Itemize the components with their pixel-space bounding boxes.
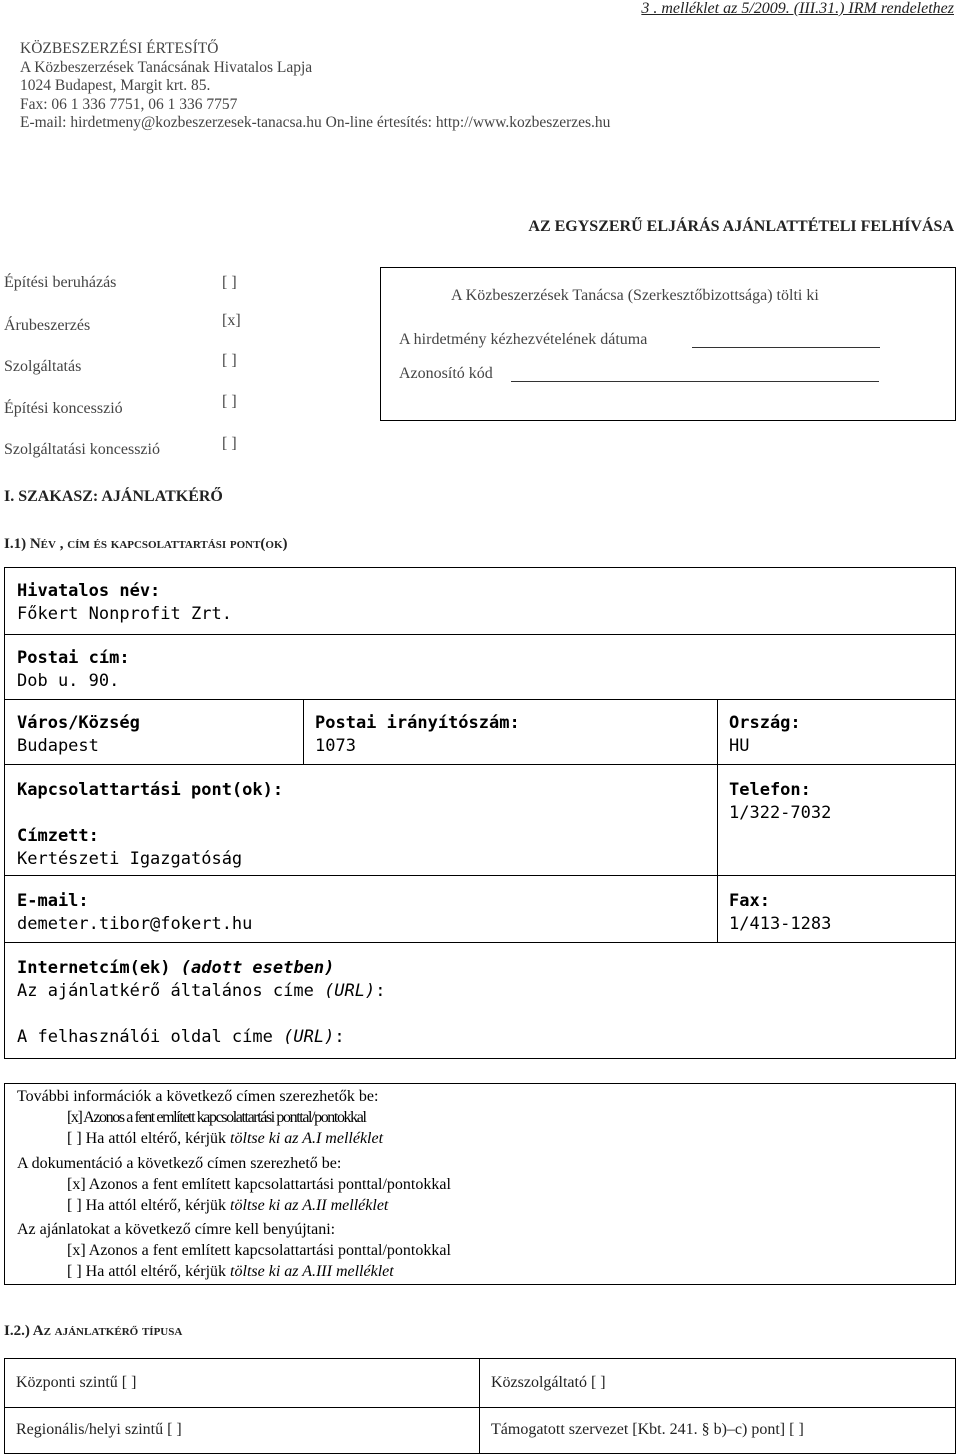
- authority-type-cell: [4, 1358, 480, 1408]
- country-label: Ország:: [729, 713, 801, 733]
- attention-label: Címzett:: [17, 826, 99, 846]
- email-cell: [4, 875, 718, 943]
- contract-type-label: Építési koncesszió: [4, 400, 123, 417]
- editorial-box: [380, 267, 956, 421]
- identifier-label: Azonosító kód: [399, 365, 493, 382]
- option-text: [ ] Ha attól eltérő, kérjük: [67, 1130, 227, 1147]
- documentation-question: A dokumentáció a következő címen szerezhető be:: [17, 1155, 342, 1172]
- contact-label: Kapcsolattartási pont(ok):: [17, 780, 284, 800]
- option-annex: töltse ki az A.II melléklet: [230, 1197, 389, 1214]
- submission-other-option[interactable]: [67, 1263, 394, 1281]
- authority-type-cell: [479, 1407, 956, 1454]
- contract-type-checkbox[interactable]: [ ]: [222, 352, 237, 369]
- contract-type-label: Árubeszerzés: [4, 317, 91, 334]
- fax-label: Fax:: [729, 891, 770, 911]
- further-info-same-option[interactable]: [x] Azonos a fent említett kapcsolattartási ponttal/pontokkal: [67, 1109, 366, 1126]
- postal-address-value: Dob u. 90.: [17, 671, 120, 691]
- publisher-email: E-mail: hirdetmeny@kozbeszerzesek-tanacsa.hu On-line értesítés: http://www.kozbeszerzes.hu: [20, 114, 611, 131]
- documentation-other-option[interactable]: [67, 1197, 388, 1215]
- general-url-colon: :: [375, 981, 386, 1001]
- contract-type-label: Építési beruházás: [4, 274, 117, 291]
- central-level-option[interactable]: Központi szintű [ ]: [16, 1374, 137, 1391]
- documentation-same-option[interactable]: [x] Azonos a fent említett kapcsolattartási ponttal/pontokkal: [67, 1176, 451, 1193]
- received-date-line[interactable]: [692, 347, 880, 348]
- authority-type-cell: [479, 1358, 956, 1408]
- publisher-name: KÖZBESZERZÉSI ÉRTESÍTŐ: [20, 40, 219, 57]
- profile-url-tag: (URL): [283, 1027, 335, 1047]
- postal-address-label: Postai cím:: [17, 648, 130, 668]
- authority-type-cell: [4, 1407, 480, 1454]
- internet-label-text: Internetcím(ek): [17, 958, 171, 978]
- section-1-title: I. SZAKASZ: AJÁNLATKÉRŐ: [4, 488, 223, 505]
- contract-type-label: Szolgáltatás: [4, 358, 82, 375]
- contact-cell: [4, 764, 718, 876]
- annex-reference-text: 3 . melléklet az 5/2009. (III.31.) IRM rendelethez: [641, 0, 954, 17]
- publisher-fax: Fax: 06 1 336 7751, 06 1 336 7757: [20, 95, 238, 113]
- contract-type-checkbox[interactable]: [ ]: [222, 435, 237, 452]
- internet-cell: [4, 942, 956, 1059]
- received-date-label: A hirdetmény kézhezvételének dátuma: [399, 331, 648, 348]
- option-text: [ ] Ha attól eltérő, kérjük: [67, 1263, 227, 1280]
- phone-label: Telefon:: [729, 780, 811, 800]
- contract-type-checkbox[interactable]: [ ]: [222, 274, 237, 291]
- email-label: E-mail:: [17, 891, 89, 911]
- identifier-line[interactable]: [511, 381, 879, 382]
- supported-org-option[interactable]: Támogatott szervezet [Kbt. 241. § b)–c) pont] [ ]: [491, 1421, 804, 1438]
- country-cell: [717, 699, 956, 765]
- public-service-option[interactable]: Közszolgáltató [ ]: [491, 1374, 606, 1391]
- contract-type-label: Szolgáltatási koncesszió: [4, 441, 160, 458]
- editorial-heading: A Közbeszerzések Tanácsa (Szerkesztőbizottsága) tölti ki: [451, 287, 819, 304]
- contract-type-checkbox[interactable]: [ ]: [222, 393, 237, 410]
- publisher-subtitle: A Közbeszerzések Tanácsának Hivatalos Lapja: [20, 58, 313, 76]
- document-title: AZ EGYSZERŰ ELJÁRÁS AJÁNLATTÉTELI FELHÍVÁSA: [528, 218, 954, 235]
- contract-type-checkbox[interactable]: [x]: [222, 312, 241, 329]
- phone-value: 1/322-7032: [729, 803, 832, 823]
- attention-value: Kertészeti Igazgatóság: [17, 849, 243, 869]
- further-info-other-option[interactable]: [67, 1130, 383, 1148]
- postal-address-cell: [4, 634, 956, 700]
- phone-cell: [717, 764, 956, 876]
- internet-label: [17, 957, 334, 979]
- city-label: Város/Község: [17, 713, 140, 733]
- further-info-box: [4, 1083, 956, 1285]
- section-1-2-title: I.2.) Az ajánlatkérő típusa: [4, 1323, 183, 1339]
- annex-reference: [641, 0, 954, 18]
- fax-value: 1/413-1283: [729, 914, 832, 934]
- section-1-1-title: I.1) Név , cím és kapcsolattartási pont(ok): [4, 536, 288, 552]
- profile-url-label: [17, 1026, 345, 1048]
- general-url-tag: (URL): [324, 981, 376, 1001]
- option-annex: töltse ki az A.III melléklet: [230, 1263, 394, 1280]
- publisher-block: [20, 40, 610, 133]
- postcode-value: 1073: [315, 736, 356, 756]
- city-cell: [4, 699, 304, 765]
- internet-note: (adott esetben): [180, 958, 335, 978]
- city-value: Budapest: [17, 736, 99, 756]
- submission-same-option[interactable]: [x] Azonos a fent említett kapcsolattartási ponttal/pontokkal: [67, 1242, 451, 1259]
- official-name-cell: [4, 567, 956, 635]
- postcode-label: Postai irányítószám:: [315, 713, 520, 733]
- option-annex: töltse ki az A.I melléklet: [230, 1130, 384, 1147]
- regional-level-option[interactable]: Regionális/helyi szintű [ ]: [16, 1421, 182, 1438]
- profile-url-colon: :: [334, 1027, 345, 1047]
- email-value[interactable]: demeter.tibor@fokert.hu: [17, 914, 253, 934]
- publisher-address: 1024 Budapest, Margit krt. 85.: [20, 77, 211, 94]
- fax-cell: [717, 875, 956, 943]
- profile-url-text: A felhasználói oldal címe: [17, 1027, 273, 1047]
- official-name-value: Főkert Nonprofit Zrt.: [17, 604, 232, 624]
- country-value: HU: [729, 736, 750, 756]
- general-url-label: [17, 980, 386, 1002]
- official-name-label: Hivatalos név:: [17, 581, 161, 601]
- postcode-cell: [303, 699, 718, 765]
- general-url-text: Az ajánlatkérő általános címe: [17, 981, 314, 1001]
- further-info-question: További információk a következő címen szerezhetők be:: [17, 1088, 379, 1105]
- option-text: [ ] Ha attól eltérő, kérjük: [67, 1197, 227, 1214]
- submission-question: Az ajánlatokat a következő címre kell benyújtani:: [17, 1221, 336, 1238]
